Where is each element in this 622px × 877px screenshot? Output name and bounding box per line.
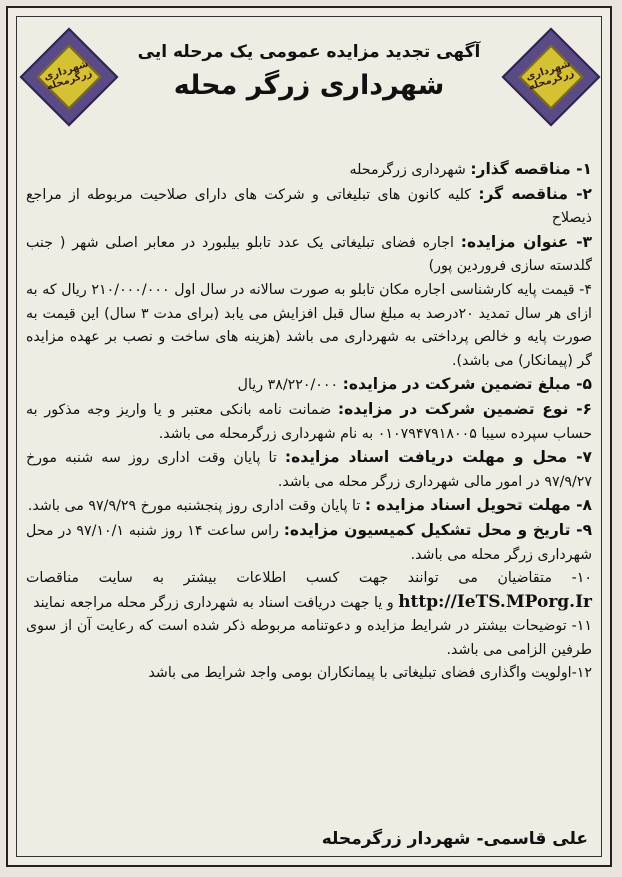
logo-text-left: شهرداری زرگرمحله xyxy=(42,58,94,93)
clause-6: ۶- نوع تضمین شرکت در مزایده: ضمانت نامه بانکی معتبر و یا واریز وجه مذکور به حساب سپرده سیبا ۰۱۰۷۹۴۷۹۱۸۰۰۵ به نام شهرداری زرگرمحله می باشد. xyxy=(26,399,592,442)
municipality-logo-left xyxy=(22,30,114,122)
notice-body xyxy=(26,158,592,686)
notice-subtitle: آگهی تجدید مزایده عمومی یک مرحله ایی xyxy=(137,42,481,62)
notice-title: شهرداری زرگر محله xyxy=(173,70,445,101)
clause-3: ۳- عنوان مزایده: اجاره فضای تبلیغاتی یک عدد تابلو بیلبورد در معابر اصلی شهر ( جنب گلدسته سازی فروردین پور) xyxy=(26,232,592,275)
clause-11: ۱۱- توضیحات بیشتر در شرایط مزایده و دعوتنامه مربوطه ذکر شده است که رعایت آن از سوی طرفین الزامی می باشد. xyxy=(26,618,592,658)
mayor-signature: علی قاسمی- شهردار زرگرمحله xyxy=(321,829,588,849)
municipality-logo-right xyxy=(504,30,596,122)
logo-text-right: شهرداری زرگرمحله xyxy=(524,58,576,93)
advertisement-page xyxy=(6,6,612,867)
clause-1: ۱- مناقصه گذار: شهرداری زرگرمحله xyxy=(349,160,592,178)
clause-2: ۲- مناقصه گر: کلیه کانون های تبلیغاتی و شرکت های دارای صلاحیت مربوطه از مراجع ذیصلاح xyxy=(26,184,592,227)
clause-5: ۵- مبلغ تضمین شرکت در مزایده: ۳۸/۲۲۰/۰۰۰ ریال xyxy=(237,375,592,394)
clause-7: ۷- محل و مهلت دریافت اسناد مزایده: تا پایان وقت اداری روز سه شنبه مورخ ۹۷/۹/۲۷ در امور مالی شهرداری زرگر محله می باشد. xyxy=(26,448,592,490)
tender-site-link[interactable]: http://IeTS.MPorg.Ir xyxy=(398,591,592,612)
clause-8: ۸- مهلت تحویل اسناد مزایده : تا پایان وقت اداری روز پنجشنبه مورخ ۹۷/۹/۲۹ می باشد. xyxy=(27,496,592,515)
clause-9: ۹- تاریخ و محل تشکیل کمیسیون مزایده: راس ساعت ۱۴ روز شنبه ۹۷/۱۰/۱ در محل شهرداری زرگر محله می باشد. xyxy=(26,520,593,563)
clause-10: ۱۰- متقاضیان می توانند جهت کسب اطلاعات بیشتر به سایت مناقصات http://IeTS.MPorg.Ir و یا جهت دریافت اسناد به شهرداری زرگر محله مراجعه نمایند xyxy=(26,570,592,612)
clause-4: ۴- قیمت پایه کارشناسی اجاره مکان تابلو به صورت سالانه در سال اول ۲۱۰/۰۰۰/۰۰۰ ریال که به ازای هر سال تمدید ۲۰درصد به مبلغ سال قبل افزایش می یابد (برای مدت ۳ سال) این قیمت به صورت پایه و خالص پرداختی به شهرداری می باشد (هزینه های ساخت و نصب بر عهده مزایده گر (پیمانکار) می باشد). xyxy=(26,281,592,369)
clause-12: ۱۲-اولویت واگذاری فضای تبلیغاتی با پیمانکاران بومی واجد شرایط می باشد xyxy=(148,665,592,682)
